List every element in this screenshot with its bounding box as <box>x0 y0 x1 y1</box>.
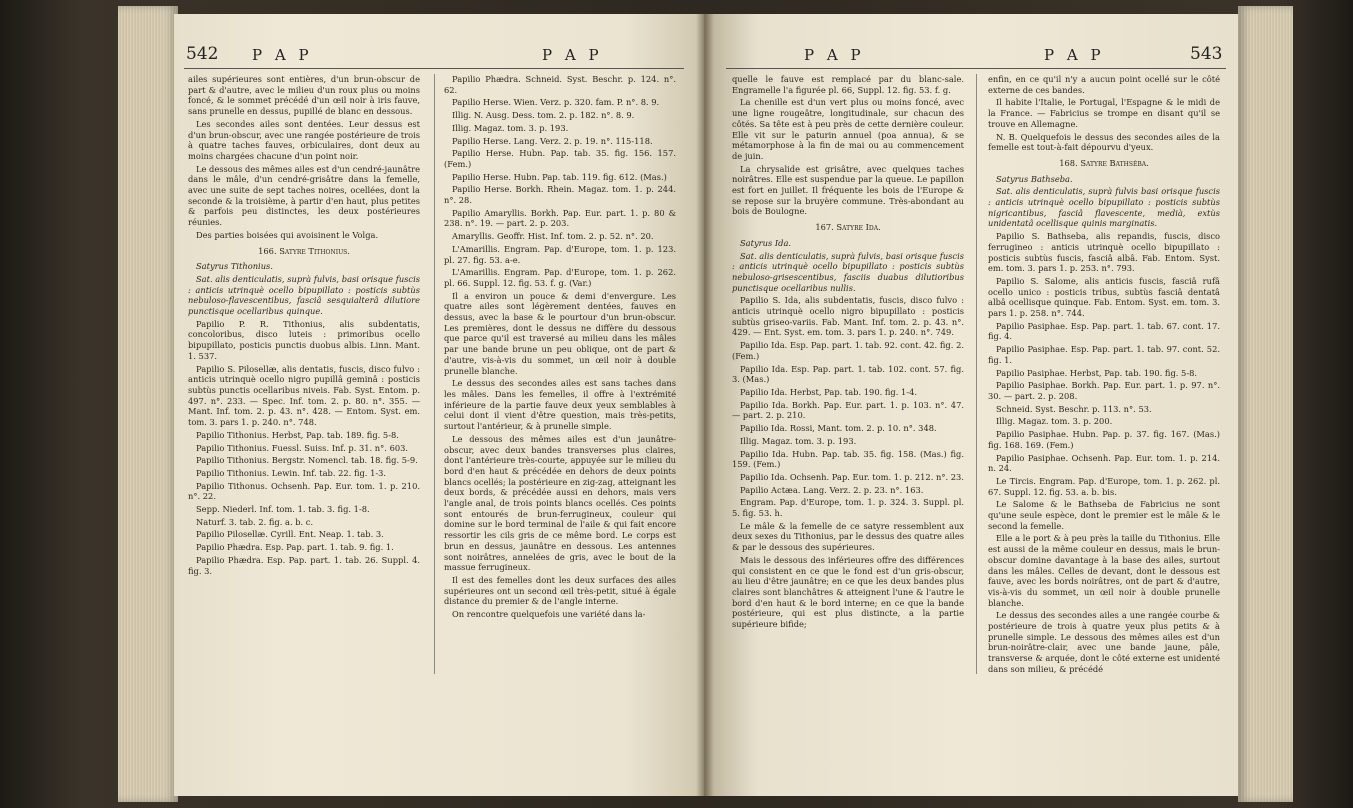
reference: Papilio Ida. Rossi, Mant. tom. 2. p. 10. n°. 348. <box>740 423 937 434</box>
running-head-left-2: P A P <box>542 46 603 64</box>
reference: Papilio Tithonius. Lewin. Inf. tab. 22. fig. 1-3. <box>196 467 387 478</box>
open-book <box>118 6 1293 802</box>
paragraph: Le dessus des secondes ailes est sans taches dans les mâles. Dans les femelles, il offre à l'extrémité inférieure de la partie fauve deux yeux semblables à celui dont il vient d'être question, mais très-petits, surtout l'antérieur, & à prunelle simple. <box>444 378 676 432</box>
column-divider <box>976 74 977 674</box>
reference: Sepp. Niederl. Inf. tom. 1. tab. 3. fig. 1-8. <box>196 504 370 515</box>
reference: Papilio Herse. Borkh. Rhein. Magaz. tom. 1. p. 244. n°. 28. <box>444 184 676 206</box>
reference: Papilio S. Ida, alis subdentatis, fuscis, disco fulvo : anticis utrinquè ocello nigro bipupillato : posticis subtùs griseo-variis. Fab. Mant. Inf. tom. 2. p. 43. n°. 429. — Ent. Syst. em. tom. 3. pars 1. p. 240. n°. 749. <box>732 295 964 338</box>
reference: Schneid. Syst. Beschr. p. 113. n°. 53. <box>996 403 1152 414</box>
species-latin-name: Satyrus Bathseba. <box>996 173 1073 184</box>
page-edges-left <box>118 6 178 802</box>
reference: Papilio Pasiphae. Esp. Pap. part. 1. tab. 97. cont. 52. fig. 1. <box>988 344 1220 365</box>
paragraph: Il a environ un pouce & demi d'envergure. Les quatre ailes sont légèrement dentées, fauves en dessus, avec la base & le pourtour d'un brun-obscur. Les premières, dont le dessus ne diffère du dessous que parce qu'il est traversé au milieu dans les mâles par une bande brune un peu oblique, ont de part & d'autre, vis-à-vis du sommet, un œil noir à double prunelle blanche. <box>444 290 676 376</box>
reference: Papilio Ida. Borkh. Pap. Eur. part. 1. p. 103. n°. 47. — part. 2. p. 210. <box>732 399 964 421</box>
reference: Papilio Ida. Esp. Pap. part. 1. tab. 102. cont. 57. fig. 3. (Mas.) <box>732 363 964 385</box>
reference: Papilio P. R. Tithonius, alis subdentatis, concoloribus, disco luteis : primoribus ocello bipupillato, posticis punctis duobus albis. Linn. Mant. 1. 537. <box>188 318 420 361</box>
reference: Le Tircis. Engram. Pap. d'Europe, tom. 1. p. 262. pl. 67. Suppl. 12. fig. 53. a. b. bis. <box>988 475 1220 497</box>
column-divider <box>434 74 435 674</box>
reference: Papilio S. Bathseba, alis repandis, fuscis, disco ferrugineo : anticis utrinquè ocello bipupillato : posticis subtùs fuscis, fasciâ albâ. Fab. Entom. Syst. em. tom. 3. pars 1. p. 253. n°. 793. <box>988 231 1220 274</box>
paragraph: Le dessus des secondes ailes a une rangée courbe & postérieure de trois à quatre yeux plus petits & à prunelle simple. Le dessous des mêmes ailes est d'un brun-noirâtre-clair, avec une bande jaune, pâle, transverse & arquée, dont le côté externe est unidenté dans son milieu, & précédé <box>988 610 1220 674</box>
page-number-right: 543 <box>1190 44 1223 64</box>
reference: Papilio Pasiphae. Hubn. Pap. p. 37. fig. 167. (Mas.) fig. 168. 169. (Fem.) <box>988 429 1220 450</box>
right-page <box>704 14 1238 796</box>
reference: Illig. N. Ausg. Dess. tom. 2. p. 182. n°. 8. 9. <box>452 110 635 121</box>
reference: Papilio Actæa. Lang. Verz. 2. p. 23. n°. 163. <box>740 484 924 495</box>
paragraph: La chrysalide est grisâtre, avec quelques taches noirâtres. Elle est suspendue par la queue. Le papillon est fort en juillet. Il fréquente les bois de l'Europe & se repose sur la bruyère commune. Très-abondant au bois de Boulogne. <box>732 163 964 217</box>
reference: Papilio Ida. Herbst, Pap. tab. 190. fig. 1-4. <box>740 386 917 397</box>
text-column-2 <box>988 74 1220 677</box>
paragraph: Le dessous des mêmes ailes est d'un cendré-jaunâtre dans le mâle, d'un cendré-grisâtre dans la femelle, avec une suite de sept taches noires, ocellées, dont la seconde & la troisième, à partir d'en haut, plus petites & parfois peu distinctes, les deux postérieures réunies. <box>188 163 420 228</box>
reference: Papilio Pasiphae. Herbst, Pap. tab. 190. fig. 5-8. <box>996 367 1198 378</box>
reference: Papilio Amaryllis. Borkh. Pap. Eur. part. 1. p. 80 & 238. n°. 19. — part. 2. p. 203. <box>444 207 676 229</box>
paragraph: Des parties boisées qui avoisinent le Volga. <box>196 229 379 240</box>
reference: Papilio Herse. Hubn. Pap. tab. 35. fig. 156. 157. (Fem.) <box>444 148 676 169</box>
reference: Papilio Pasiphae. Ochsenh. Pap. Eur. tom. 1. p. 214. n. 24. <box>988 452 1220 474</box>
reference: Papilio S. Pilosellæ, alis dentatis, fuscis, disco fulvo : anticis utrinquè ocello nigro pupillâ geminâ : posticis subtùs punctis ocellaribus niveis. Fab. Syst. Entom. p. 497. n°. 233. — Spec. Inf. tom. 2. p. 80. n°. 355. — Mant. Inf. tom. 2. p. 43. n°. 428. — Entom. Syst. em. tom. 3. pars 1. p. 240. n°. 748. <box>188 363 420 428</box>
reference: Papilio Phædra. Esp. Pap. part. 1. tab. 9. fig. 1. <box>196 542 394 553</box>
paragraph: enfin, en ce qu'il n'y a aucun point ocellé sur le côté externe de ces bandes. <box>988 74 1220 95</box>
reference: Papilio S. Salome, alis anticis fuscis, fasciâ rufâ ocello unico : posticis tribus, subtùs fasciâ dentatâ albâ ocellisque quinque. Fab. Entom. Syst. em. tom. 3. pars 1. p. 258. n°. 744. <box>988 275 1220 319</box>
running-head-left-1: P A P <box>252 46 313 64</box>
page-edges-right <box>1238 6 1293 802</box>
reference: Illig. Magaz. tom. 3. p. 200. <box>996 416 1113 427</box>
diagnosis: Sat. alis denticulatis, suprà fulvis, basi orisque fuscis : anticis utrinquè ocello bipupillato : posticis subtùs nebuloso-grisescentibus, fasciis duabus dilutioribus punctisque ocellaribus nullis. <box>732 250 964 293</box>
reference: Engram. Pap. d'Europe, tom. 1. p. 324. 3. Suppl. pl. 5. fig. 53. h. <box>732 497 964 519</box>
diagnosis: Sat. alis denticulatis, suprà fulvis, basi orisque fuscis : anticis utrinquè ocello bipupillato : posticis subtùs nebuloso-flavescentibus, fasciâ sesquialterâ dilutiore punctisque ocellaribus quinque. <box>188 273 420 317</box>
species-heading: 168. Satyre Bathséba. <box>1059 157 1149 168</box>
book-gutter <box>696 14 714 796</box>
reference: Papilio Tithonius. Bergstr. Nomencl. tab. 18. fig. 5-9. <box>196 455 418 466</box>
reference: Papilio Ida. Ochsenh. Pap. Eur. tom. 1. p. 212. n°. 23. <box>740 471 964 482</box>
reference: Papilio Pasiphae. Borkh. Pap. Eur. part. 1. p. 97. n°. 30. — part. 2. p. 208. <box>988 380 1220 401</box>
diagnosis: Sat. alis denticulatis, suprà fulvis basi orisque fuscis : anticis utrinquè ocello bipupillato : posticis subtùs nigricantibus, fasciâ flavescente, medià, extùs unidentatâ ocellisque quinis marginatis. <box>988 186 1220 229</box>
paragraph: Le dessous des mêmes ailes est d'un jaunâtre-obscur, avec deux bandes transverses plus claires, dont l'antérieure très-courte, appuyée sur le milieu du bord d'en haut & précédée en dehors de deux points blancs ocellés; la postérieure en zig-zag, atteignant les deux bords, & précédée aussi en dehors, mais vers l'angle anal, de trois points blancs ocellés. Ces points sont entourés de brun-ferrugineux, couleur qui domine sur le bord terminal de l'aile & qui fait encore ressortir les cils gris de ce même bord. Le corps est brun en dessus, jaunâtre en dessous. Les antennes sont noirâtres, annelées de gris, avec le bout de la massue ferrugineux. <box>444 433 676 573</box>
species-heading: 167. Satyre Ida. <box>815 222 881 233</box>
reference: L'Amarillis. Engram. Pap. d'Europe, tom. 1. p. 262. pl. 66. Suppl. 12. fig. 53. f. g. (Var.) <box>444 267 676 288</box>
reference: Illig. Magaz. tom. 3. p. 193. <box>452 122 569 133</box>
left-page <box>174 14 704 796</box>
reference: L'Amarillis. Engram. Pap. d'Europe, tom. 1. p. 123. pl. 27. fig. 53. a-e. <box>444 243 676 265</box>
paragraph: quelle le fauve est remplacé par du blanc-sale. Engramelle l'a figurée pl. 66, Suppl. 12. fig. 53. f. g. <box>732 74 964 95</box>
reference: Papilio Tithonius. Fuessl. Suiss. Inf. p. 31. n°. 603. <box>196 442 409 453</box>
paragraph: Elle a le port & à peu près la taille du Tithonius. Elle est aussi de la même couleur en dessus, mais le brun-obscur domine davantage à la base des ailes, surtout dans les mâles. Celles de devant, dont le dessous est fauve, avec les bords noirâtres, ont de part & d'autre, vis-à-vis du sommet, un œil noir à double prunelle blanche. <box>988 533 1220 608</box>
species-heading: 166. Satyre Tithonius. <box>258 245 350 256</box>
paragraph: N. B. Quelquefois le dessus des secondes ailes de la femelle est tout-à-fait dépourvu d'yeux. <box>988 131 1220 153</box>
paragraph: Il est des femelles dont les deux surfaces des ailes supérieures ont un second œil très-petit, situé à égale distance du premier & de l'angle interne. <box>444 574 676 607</box>
paragraph: Le mâle & la femelle de ce satyre ressemblent aux deux sexes du Tithonius, par le dessus des quatre ailes & par le dessous des supérieures. <box>732 520 964 553</box>
running-head-right-2: P A P <box>1044 46 1105 64</box>
text-column-1 <box>732 74 964 632</box>
reference: Naturf. 3. tab. 2. fig. a. b. c. <box>196 516 314 527</box>
paragraph: La chenille est d'un vert plus ou moins foncé, avec une ligne rougeâtre, longitudinale, sur chacun des côtés. Sa tête est à peu près de cette dernière couleur. Elle vit sur le paturin annuel (poa annua), & se métamorphose à la fin de mai ou au commencement de juin. <box>732 97 964 161</box>
species-latin-name: Satyrus Ida. <box>740 237 792 248</box>
reference: Illig. Magaz. tom. 3. p. 193. <box>740 435 857 446</box>
reference: Papilio Tithonius. Herbst, Pap. tab. 189. fig. 5-8. <box>196 429 399 440</box>
reference: Papilio Ida. Esp. Pap. part. 1. tab. 92. cont. 42. fig. 2. (Fem.) <box>732 340 964 361</box>
reference: Papilio Herse. Hubn. Pap. tab. 119. fig. 612. (Mas.) <box>452 171 667 182</box>
paragraph: Le Salome & le Bathseba de Fabricius ne sont qu'une seule espèce, dont le premier est le mâle & le second la femelle. <box>988 499 1220 531</box>
reference: Papilio Phædra. Schneid. Syst. Beschr. p. 124. n°. 62. <box>444 74 676 95</box>
reference: Amaryllis. Geoffr. Hist. Inf. tom. 2. p. 52. n°. 20. <box>452 231 654 242</box>
species-latin-name: Satyrus Tithonius. <box>196 261 273 272</box>
reference: Papilio Herse. Wien. Verz. p. 320. fam. P. n°. 8. 9. <box>452 97 660 108</box>
running-head-right-1: P A P <box>804 46 865 64</box>
page-number-left: 542 <box>186 44 219 64</box>
paragraph: Mais le dessous des inférieures offre des différences qui consistent en ce que le fond est d'un gris-obscur, au lieu d'être jaunâtre; en ce que les deux bandes plus claires sont blanchâtres & atteignent l'une & l'autre le bord d'en haut & le bord interne; en ce que la bande postérieure, qui est plus distincte, a la partie supérieure bifide; <box>732 554 964 630</box>
reference: Papilio Pasiphae. Esp. Pap. part. 1. tab. 67. cont. 17. fig. 4. <box>988 320 1220 342</box>
header-rule <box>184 68 684 69</box>
paragraph: Il habite l'Italie, le Portugal, l'Espagne & le midi de la France. — Fabricius se trompe en disant qu'il se trouve en Allemagne. <box>988 97 1220 129</box>
reference: Papilio Pilosellæ. Cyrill. Ent. Neap. 1. tab. 3. <box>196 529 384 540</box>
paragraph: Les secondes ailes sont dentées. Leur dessus est d'un brun-obscur, avec une rangée postérieure de trois à quatre taches fauves, orbiculaires, dont deux au moins chargées chacune d'un point noir. <box>188 118 420 161</box>
header-rule <box>726 68 1226 69</box>
reference: Papilio Herse. Lang. Verz. 2. p. 19. n°. 115-118. <box>452 135 653 146</box>
text-column-1 <box>188 74 420 578</box>
reference: Papilio Ida. Hubn. Pap. tab. 35. fig. 158. (Mas.) fig. 159. (Fem.) <box>732 448 964 470</box>
paragraph: On rencontre quelquefois une variété dans la- <box>452 609 646 620</box>
reference: Papilio Tithonus. Ochsenh. Pap. Eur. tom. 1. p. 210. n°. 22. <box>188 480 420 502</box>
reference: Papilio Phædra. Esp. Pap. part. 1. tab. 26. Suppl. 4. fig. 3. <box>188 554 420 576</box>
text-column-2 <box>444 74 676 622</box>
paragraph: ailes supérieures sont entières, d'un brun-obscur de part & d'autre, avec le milieu d'un roux plus ou moins foncé, & le sommet précédé d'un œil noir à iris fauve, sans prunelle en dessus, pupillé de blanc en dessous. <box>188 74 420 117</box>
